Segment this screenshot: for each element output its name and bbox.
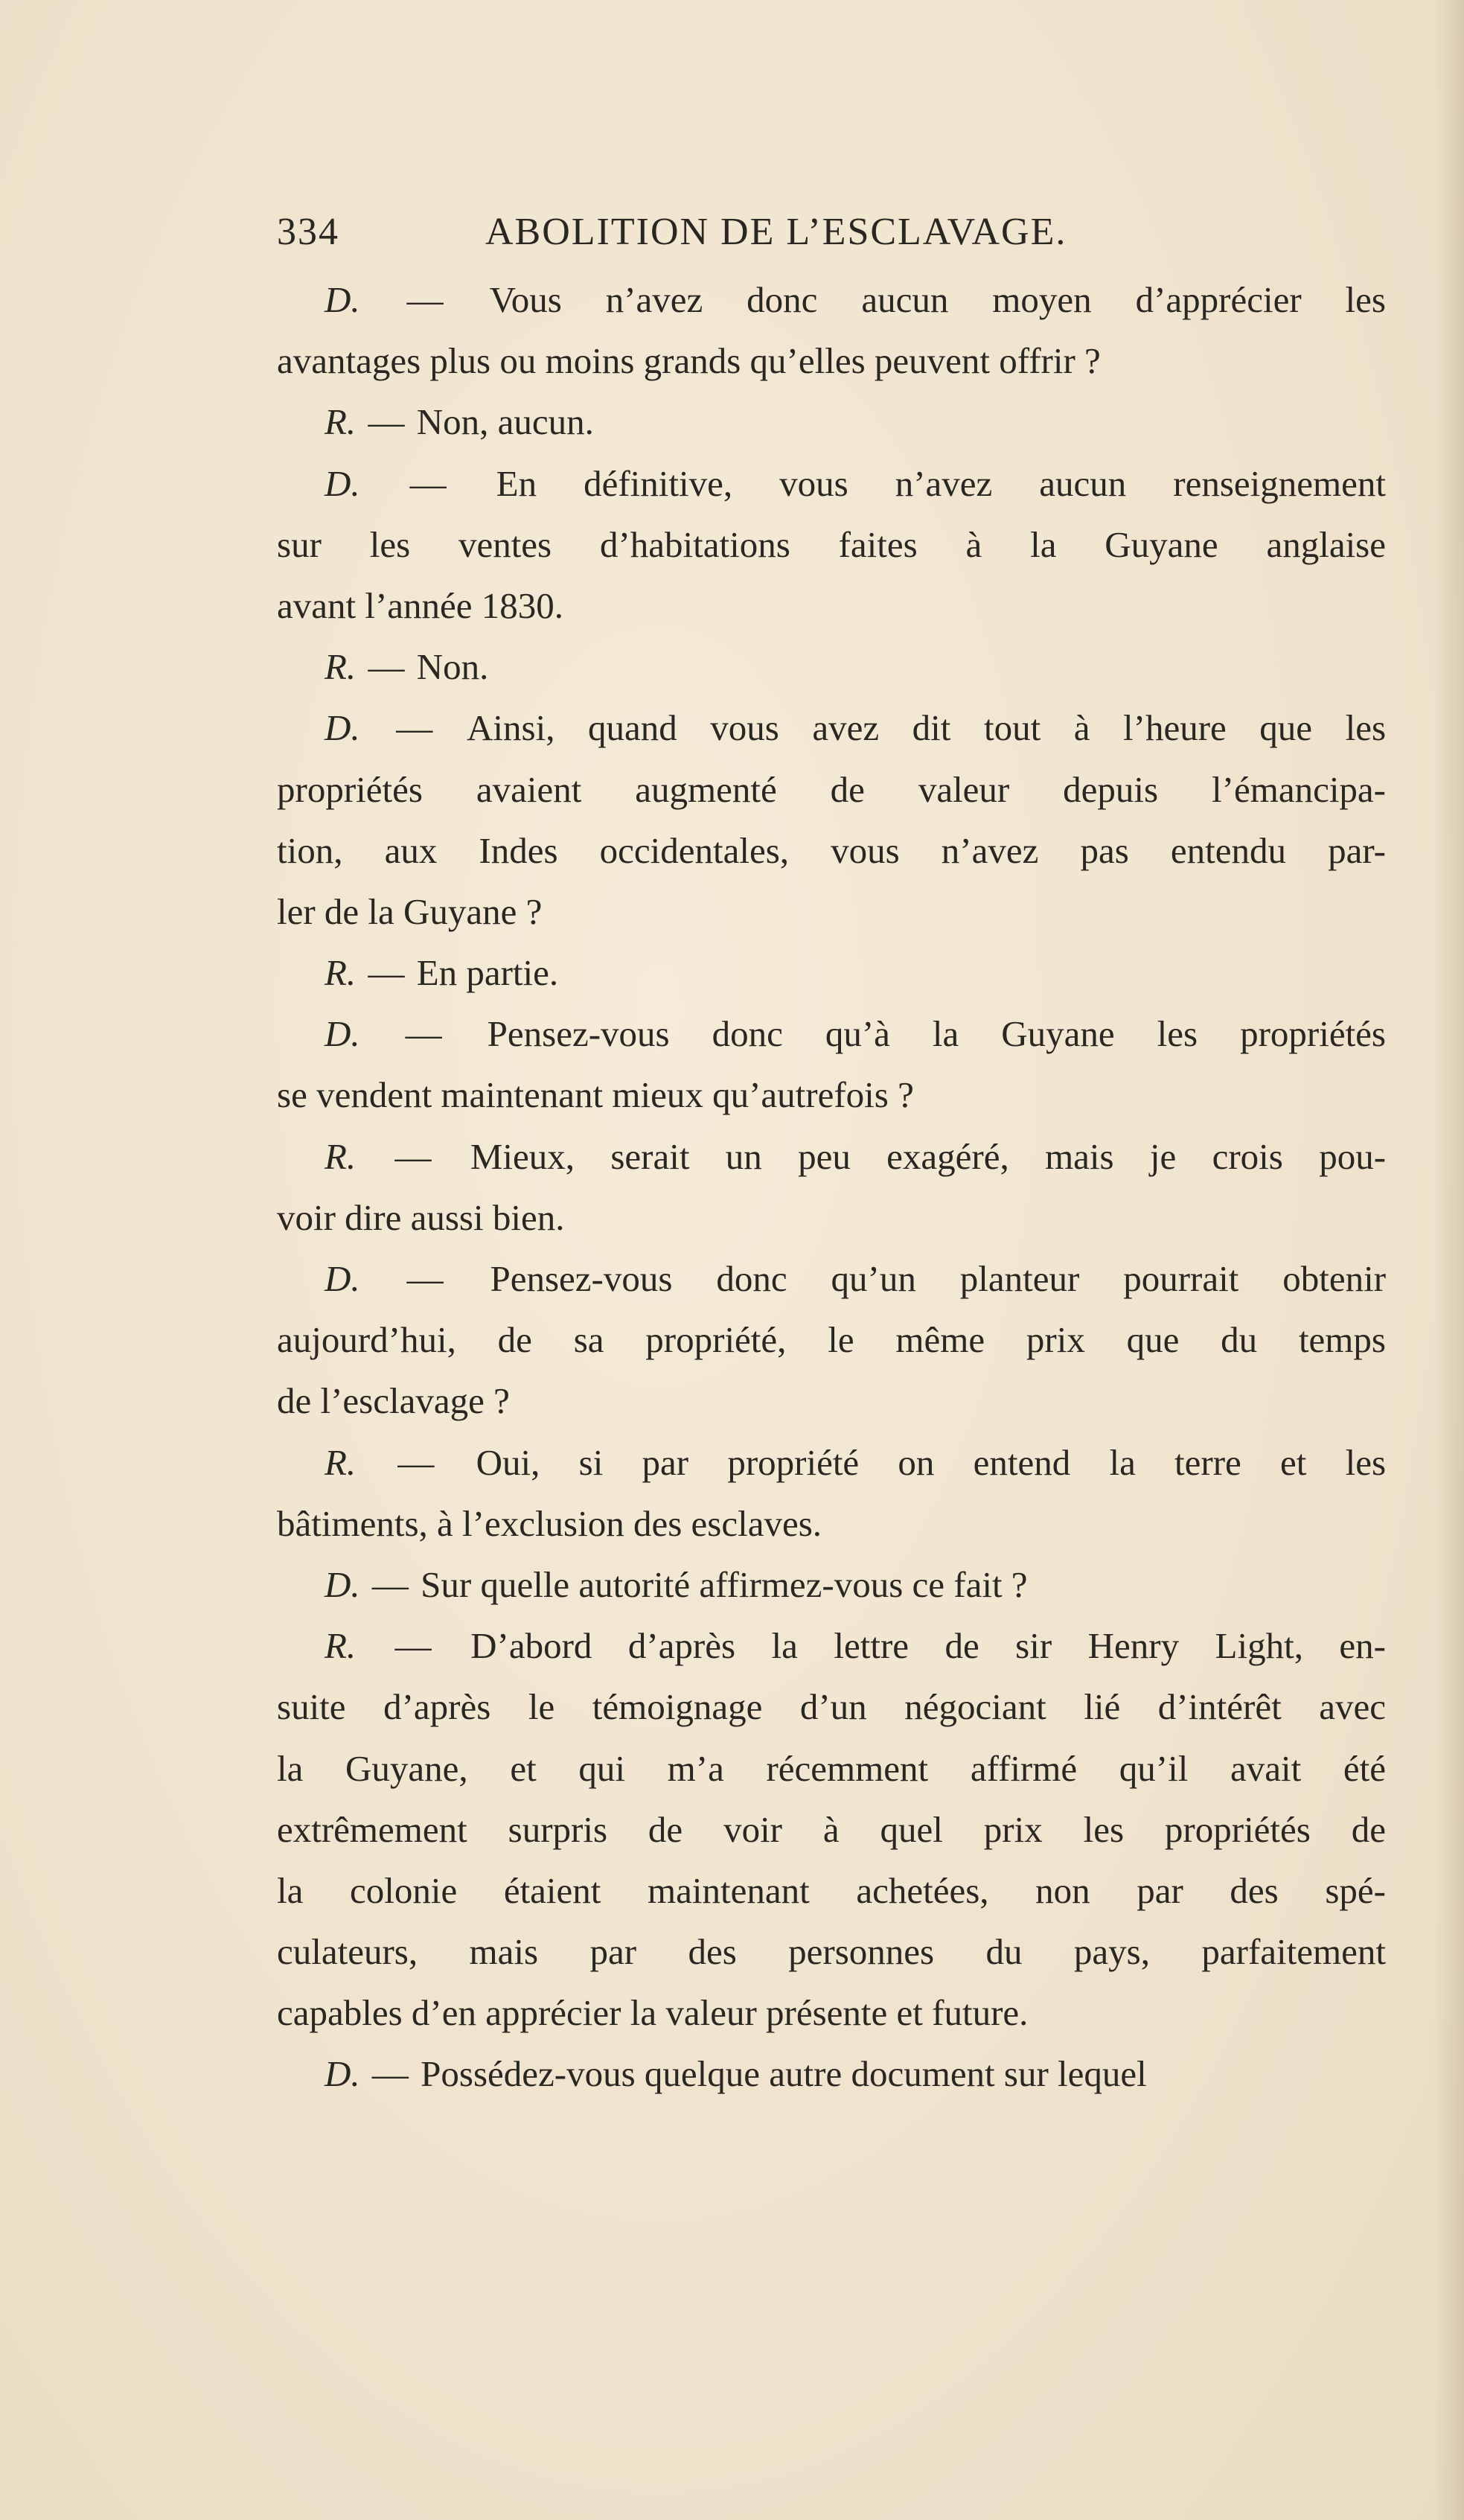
line-text: Sur quelle autorité affirmez-vous ce fait ? (421, 1563, 1028, 1605)
line-text: capables d’en apprécier la valeur présente et future. (277, 1992, 1029, 2034)
dialogue-dash: — (406, 1258, 444, 1299)
dialogue-line-question (277, 2044, 1386, 2105)
line-text: voir dire aussi bien. (277, 1196, 565, 1238)
text-line (277, 1860, 1386, 1921)
dialogue-dash: — (371, 1563, 409, 1605)
speaker-label: D. (325, 1563, 360, 1605)
dialogue-dash: — (371, 2053, 409, 2095)
line-text: avantages plus ou moins grands qu’elles peuvent offrir ? (277, 340, 1101, 382)
line-text: Oui, si par propriété on entend la terre et les (476, 1441, 1387, 1483)
dialogue-line-answer (277, 942, 1386, 1004)
speaker-label: R. (325, 1625, 357, 1667)
line-text: En définitive, vous n’avez aucun renseignement (496, 462, 1387, 504)
line-text: sur les ventes d’habitations faites à la Guyane anglaise (277, 523, 1386, 565)
text-line (277, 881, 1386, 942)
line-text: la colonie étaient maintenant achetées, non par des spé- (277, 1869, 1386, 1911)
speaker-label: D. (325, 2053, 360, 2095)
line-text: ler de la Guyane ? (277, 890, 543, 932)
text-line (277, 575, 1386, 637)
body-text (277, 269, 1386, 2105)
dialogue-line-answer (277, 1126, 1386, 1187)
line-text: Possédez-vous quelque autre document sur lequel (421, 2053, 1147, 2095)
text-line (277, 1677, 1386, 1738)
dialogue-line-question (277, 1554, 1386, 1615)
dialogue-dash: — (406, 279, 444, 320)
dialogue-dash: — (368, 646, 405, 688)
dialogue-dash: — (368, 952, 405, 994)
speaker-label: D. (325, 707, 360, 749)
page-edge-shadow (1434, 0, 1464, 2520)
line-text: Mieux, serait un peu exagéré, mais je crois pou- (470, 1135, 1387, 1177)
text-line (277, 1493, 1386, 1554)
line-text: aujourd’hui, de sa propriété, le même prix que du temps (277, 1319, 1386, 1361)
line-text: Pensez-vous donc qu’un planteur pourrait obtenir (490, 1258, 1387, 1299)
line-text: Pensez-vous donc qu’à la Guyane les propriétés (487, 1013, 1387, 1055)
dialogue-line-question (277, 1248, 1386, 1310)
dialogue-dash: — (394, 1135, 432, 1177)
speaker-label: D. (325, 279, 360, 320)
line-text: avant l’année 1830. (277, 584, 564, 626)
dialogue-line-question (277, 698, 1386, 759)
line-text: suite d’après le témoignage d’un négociant lié d’intérêt avec (277, 1686, 1386, 1728)
line-text: extrêmement surpris de voir à quel prix les propriétés de (277, 1808, 1386, 1850)
line-text: culateurs, mais par des personnes du pays, parfaitement (277, 1931, 1386, 1973)
text-line (277, 1982, 1386, 2044)
text-line (277, 1799, 1386, 1860)
dialogue-dash: — (409, 462, 447, 504)
line-text: tion, aux Indes occidentales, vous n’avez pas entendu par- (277, 829, 1386, 871)
text-line (277, 1738, 1386, 1799)
line-text: En partie. (416, 952, 559, 994)
line-text: se vendent maintenant mieux qu’autrefois ? (277, 1074, 914, 1116)
line-text: Non. (416, 646, 489, 688)
line-text: Ainsi, quand vous avez dit tout à l’heure que les (467, 707, 1387, 749)
speaker-label: R. (325, 1135, 357, 1177)
line-text: Vous n’avez donc aucun moyen d’apprécier les (489, 279, 1386, 320)
dialogue-dash: — (405, 1013, 442, 1055)
dialogue-line-answer (277, 1615, 1386, 1677)
text-line (277, 759, 1386, 820)
running-title: ABOLITION DE L’ESCLAVAGE. (485, 211, 1067, 253)
line-text: de l’esclavage ? (277, 1380, 510, 1422)
line-text: D’abord d’après la lettre de sir Henry Light, en- (470, 1625, 1387, 1667)
dialogue-line-answer (277, 392, 1386, 453)
dialogue-line-question (277, 453, 1386, 514)
speaker-label: D. (325, 1258, 360, 1299)
speaker-label: R. (325, 401, 357, 443)
dialogue-line-question (277, 1004, 1386, 1065)
speaker-label: D. (325, 462, 360, 504)
dialogue-dash: — (394, 1625, 432, 1667)
text-line (277, 1371, 1386, 1432)
text-line (277, 1310, 1386, 1371)
speaker-label: D. (325, 1013, 360, 1055)
speaker-label: R. (325, 952, 357, 994)
line-text: Non, aucun. (416, 401, 594, 443)
running-head (277, 210, 1185, 262)
text-line (277, 514, 1386, 575)
dialogue-line-answer (277, 637, 1386, 698)
line-text: propriétés avaient augmenté de valeur depuis l’émancipa- (277, 768, 1386, 810)
dialogue-dash: — (396, 707, 433, 749)
line-text: bâtiments, à l’exclusion des esclaves. (277, 1502, 822, 1544)
page-number: 334 (277, 211, 339, 253)
dialogue-dash: — (397, 1441, 435, 1483)
dialogue-line-question (277, 269, 1386, 331)
line-text: la Guyane, et qui m’a récemment affirmé qu’il avait été (277, 1747, 1386, 1789)
text-line (277, 331, 1386, 392)
speaker-label: R. (325, 646, 357, 688)
text-line (277, 1065, 1386, 1126)
speaker-label: R. (325, 1441, 357, 1483)
text-line (277, 1921, 1386, 1982)
text-line (277, 820, 1386, 881)
dialogue-line-answer (277, 1432, 1386, 1493)
text-line (277, 1187, 1386, 1248)
dialogue-dash: — (368, 401, 405, 443)
